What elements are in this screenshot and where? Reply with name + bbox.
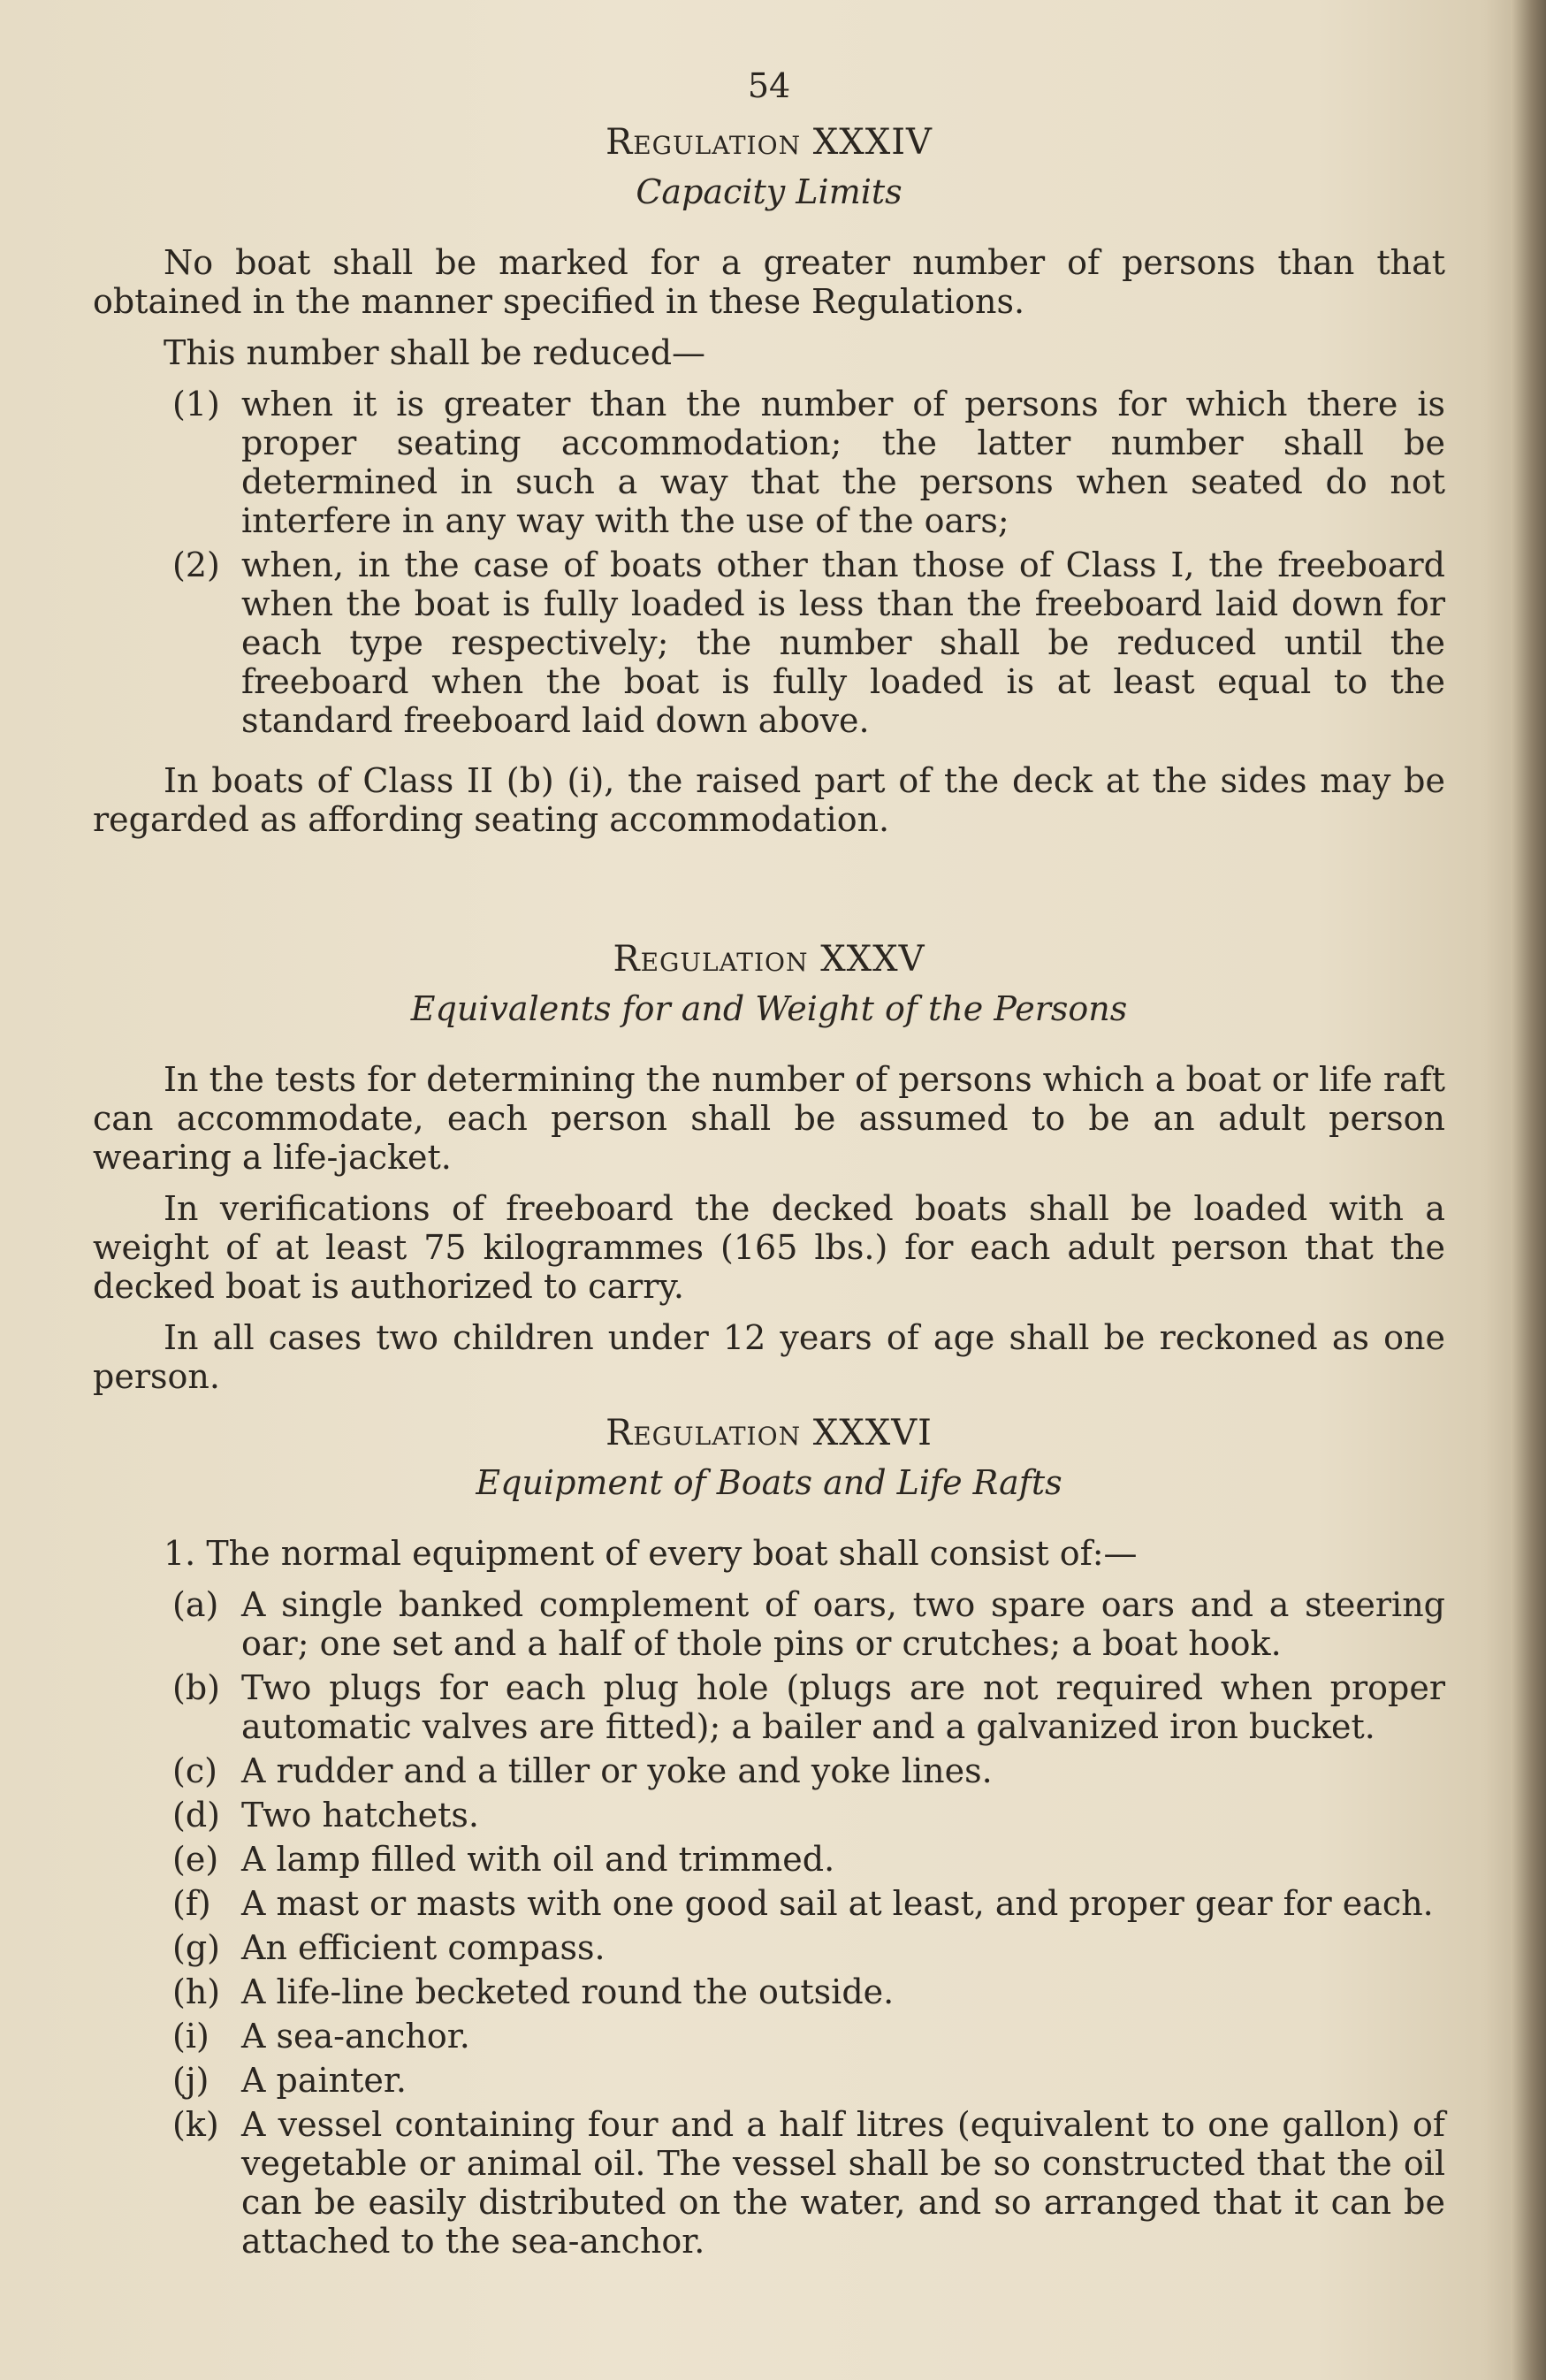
list-item-text: A mast or masts with one good sail at least, and proper gear for each.: [241, 1884, 1434, 1923]
list-item-label: (g): [172, 1928, 220, 1967]
list-item-text: Two hatchets.: [241, 1796, 479, 1835]
paragraph: In boats of Class II (b) (i), the raised part of the deck at the sides may be regarded as affording seating accommodation.: [93, 761, 1445, 839]
list-item-label: (i): [172, 2017, 209, 2056]
list-item-label: (k): [172, 2105, 219, 2144]
regulation-xxxvi-heading: Regulation XXXVI: [605, 1413, 933, 1453]
list-item-text: A painter.: [241, 2061, 407, 2100]
list-item: [93, 1972, 1445, 2011]
list-item-label: (d): [172, 1796, 220, 1835]
list-item: [93, 1668, 1445, 1746]
list-item: [93, 2061, 1445, 2100]
paragraph: In the tests for determining the number of persons which a boat or life raft can accommodate, each person shall be assumed to be an adult person wearing a life-jacket.: [93, 1060, 1445, 1177]
list-item: [93, 1751, 1445, 1790]
regulation-xxxvi-subheading: Equipment of Boats and Life Rafts: [476, 1463, 1062, 1502]
reduction-list: [93, 385, 1445, 740]
page-number: 54: [747, 66, 791, 105]
list-item: [93, 1585, 1445, 1663]
paragraph: 1. The normal equipment of every boat shall consist of:—: [164, 1534, 1138, 1573]
list-item-text: A single banked complement of oars, two spare oars and a steering oar; one set and a half of thole pins or crutches; a boat hook.: [241, 1585, 1445, 1663]
regulation-xxxv-subheading: Equivalents for and Weight of the Persons: [410, 989, 1128, 1028]
list-item: [93, 2105, 1445, 2261]
list-item: [93, 385, 1445, 540]
list-item: [93, 2017, 1445, 2056]
paragraph: In all cases two children under 12 years of age shall be reckoned as one person.: [93, 1318, 1445, 1396]
page-content: [93, 66, 1445, 2282]
list-item-text: when it is greater than the number of persons for which there is proper seating accommodation; the latter number shall be determined in such a way that the persons when seated do not interfere in any way with the use of the oars;: [241, 385, 1445, 540]
paragraph: No boat shall be marked for a greater number of persons than that obtained in the manner specified in these Regulations.: [93, 243, 1445, 321]
list-item-text: A rudder and a tiller or yoke and yoke lines.: [241, 1751, 993, 1790]
regulation-xxxiv-subheading: Capacity Limits: [636, 172, 902, 211]
book-gutter: [1511, 0, 1546, 2380]
list-item: [93, 545, 1445, 740]
list-item-label: (b): [172, 1668, 220, 1707]
list-item-text: An efficient compass.: [241, 1928, 605, 1967]
list-item-label: (c): [172, 1751, 217, 1790]
list-item-label: (1): [172, 385, 220, 423]
list-item-label: (j): [172, 2061, 209, 2100]
list-item: [93, 1884, 1445, 1923]
list-item: [93, 1840, 1445, 1879]
list-item: [93, 1928, 1445, 1967]
list-item: [93, 1796, 1445, 1835]
list-item-label: (2): [172, 545, 220, 584]
list-item-label: (h): [172, 1972, 221, 2011]
paragraph: In verifications of freeboard the decked boats shall be loaded with a weight of at least 75 kilogrammes (165 lbs.) for each adult person that the decked boat is authorized to carry.: [93, 1189, 1445, 1306]
list-item-label: (e): [172, 1840, 219, 1879]
list-item-text: A sea-anchor.: [241, 2017, 470, 2056]
list-item-text: when, in the case of boats other than those of Class I, the freeboard when the boat is fully loaded is less than the freeboard laid down for each type respectively; the number shall be reduced until the freeboard when the boat is fully loaded is at least equal to the standard freeboard laid down above.: [241, 545, 1445, 740]
list-item-text: A life-line becketed round the outside.: [241, 1972, 895, 2011]
regulation-xxxiv-heading: Regulation XXXIV: [605, 122, 933, 163]
list-item-label: (a): [172, 1585, 219, 1624]
list-item-text: Two plugs for each plug hole (plugs are not required when proper automatic valves are fitted); a bailer and a galvanized iron bucket.: [241, 1668, 1445, 1746]
paragraph: This number shall be reduced—: [164, 333, 706, 372]
equipment-list: [93, 1585, 1445, 2261]
list-item-text: A vessel containing four and a half litres (equivalent to one gallon) of vegetable or animal oil. The vessel shall be so constructed that the oil can be easily distributed on the water, and so arranged that it can be attached to the sea-anchor.: [241, 2105, 1445, 2261]
list-item-text: A lamp filled with oil and trimmed.: [241, 1840, 835, 1879]
regulation-xxxv-heading: Regulation XXXV: [613, 939, 925, 980]
list-item-label: (f): [172, 1884, 211, 1923]
